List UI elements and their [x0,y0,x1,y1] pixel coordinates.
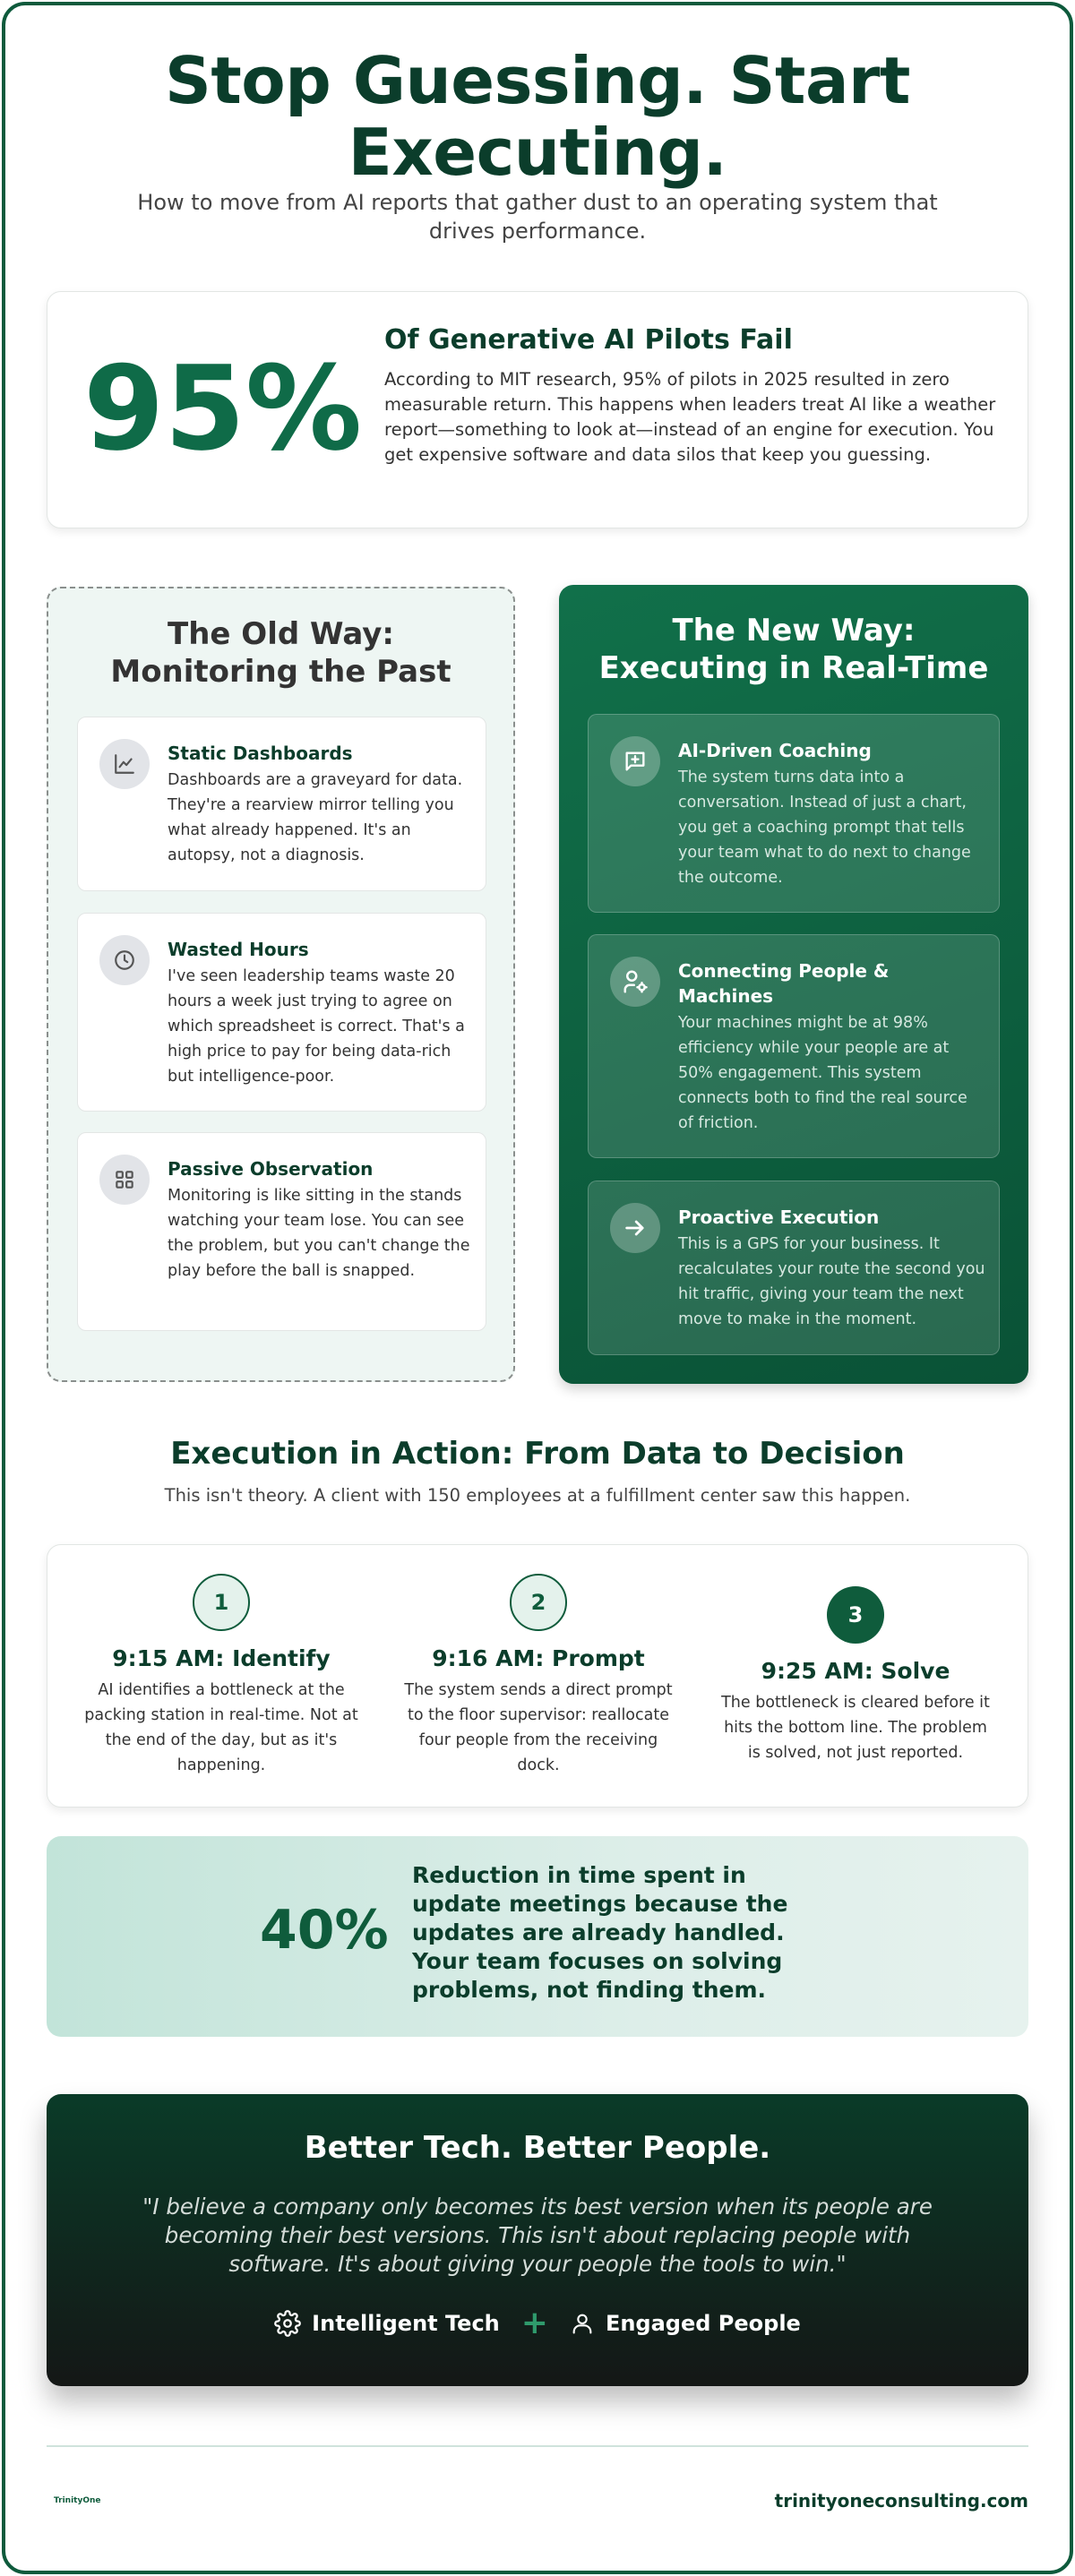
execution-title: Execution in Action: From Data to Decision [170,1436,905,1472]
step-title: 9:15 AM: Identify [112,1645,331,1671]
page-subtitle: How to move from AI reports that gather dust to an operating system that drives performance. [137,190,938,244]
old-item-title: Static Dashboards [168,743,353,764]
stat-text: According to MIT research, 95% of pilots in 2025 resulted in zero measurable return. This happens when leaders treat AI like a weather report—something to look at—instead of an engine for execution. You get expensive software and data silos that keep you guessing. [384,369,996,465]
old-way-title-line-1: The Old Way: [168,616,394,652]
old-way-title [48,615,513,691]
gear-icon [274,2310,301,2337]
new-item-proactive [588,1181,1000,1355]
stat-value: 95% [83,340,363,477]
title-line-2: Executing. [348,115,727,190]
footer-url-link[interactable]: trinityoneconsulting.com [774,2490,1028,2512]
new-item-text: The system turns data into a conversation. Instead of just a chart, you get a coaching prompt that tells your team what to do next to change the outcome. [678,769,971,887]
new-item-title: Proactive Execution [678,1206,880,1228]
step-number: 2 [510,1574,567,1631]
arrow-right-icon [610,1203,660,1253]
step-number: 1 [193,1574,250,1631]
old-item-title: Wasted Hours [168,939,309,960]
title-line-1: Stop Guessing. Start [165,43,910,118]
execution-subtitle: This isn't theory. A client with 150 employees at a fulfillment center saw this happen. [164,1485,911,1506]
user-icon [570,2311,595,2336]
old-way-title-line-2: Monitoring the Past [110,654,452,690]
pill-label: Engaged People [605,2311,801,2336]
steps-card [47,1544,1028,1807]
new-item-text: Your machines might be at 98% efficiency while your people are at 50% engagement. This system connects both to find the real source of friction. [678,1014,968,1132]
pill-intelligent-tech [274,2310,500,2337]
new-item-title: Connecting People & Machines [678,960,890,1007]
banner-text: Reduction in time spent in update meetings because the updates are already handled. Your team focuses on solving problems, not finding them. [412,1862,788,2003]
old-item-wasted-hours [77,913,486,1112]
new-way-title [559,612,1028,687]
grid-icon [99,1155,150,1205]
footer-divider [47,2445,1028,2447]
step-text: The bottleneck is cleared before it hits the bottom line. The problem is solved, not just reported. [721,1694,990,1762]
closing-card [47,2094,1028,2386]
step-prompt [386,1545,691,1808]
footer-logo: TrinityOne [54,2496,101,2505]
closing-title: Better Tech. Better People. [304,2130,771,2166]
old-item-text: I've seen leadership teams waste 20 hours a week just trying to agree on which spreadsheet is correct. That's a high price to pay for being data-rich but intelligence-poor. [168,967,465,1086]
new-way-title-line-2: Executing in Real-Time [598,650,989,686]
user-gear-icon [610,957,660,1007]
results-banner [47,1836,1028,2037]
old-item-static-dashboards [77,717,486,891]
message-plus-icon [610,736,660,786]
step-identify [69,1545,374,1808]
new-item-text: This is a GPS for your business. It recalculates your route the second you hit traffic, giving your team the next move to make in the moment. [678,1235,985,1328]
step-title: 9:25 AM: Solve [761,1658,950,1684]
step-text: The system sends a direct prompt to the floor supervisor: reallocate four people from the receiving dock. [404,1681,673,1774]
pill-label: Intelligent Tech [312,2311,500,2336]
new-item-connecting [588,934,1000,1158]
old-item-title: Passive Observation [168,1158,374,1180]
line-chart-icon [99,739,150,789]
clock-icon [99,935,150,985]
new-way-column [559,585,1028,1384]
old-item-text: Dashboards are a graveyard for data. They're a rearview mirror telling you what already happened. It's an autopsy, not a diagnosis. [168,771,463,864]
closing-pills [47,2305,1028,2341]
old-item-passive-observation [77,1132,486,1331]
step-text: AI identifies a bottleneck at the packing station in real-time. Not at the end of the day, but as it's happening. [84,1681,358,1774]
new-item-title: AI-Driven Coaching [678,740,872,761]
step-title: 9:16 AM: Prompt [432,1645,645,1671]
new-item-ai-coaching [588,714,1000,913]
pill-engaged-people [570,2311,801,2336]
banner-value: 40% [260,1899,389,1962]
old-item-text: Monitoring is like sitting in the stands watching your team lose. You can see the problem, but you can't change the play before the ball is snapped. [168,1187,470,1280]
stat-heading: Of Generative AI Pilots Fail [384,324,793,356]
page-title [0,45,1075,188]
step-solve [703,1545,1008,1808]
stat-card [47,291,1028,528]
new-way-title-line-1: The New Way: [672,613,916,648]
step-number: 3 [827,1586,884,1644]
closing-quote: "I believe a company only becomes its best version when its people are becoming their best versions. This isn't about replacing people with software. It's about giving your people the tools to win." [142,2194,933,2277]
plus-sign: + [520,2305,548,2341]
old-way-column [47,587,515,1382]
